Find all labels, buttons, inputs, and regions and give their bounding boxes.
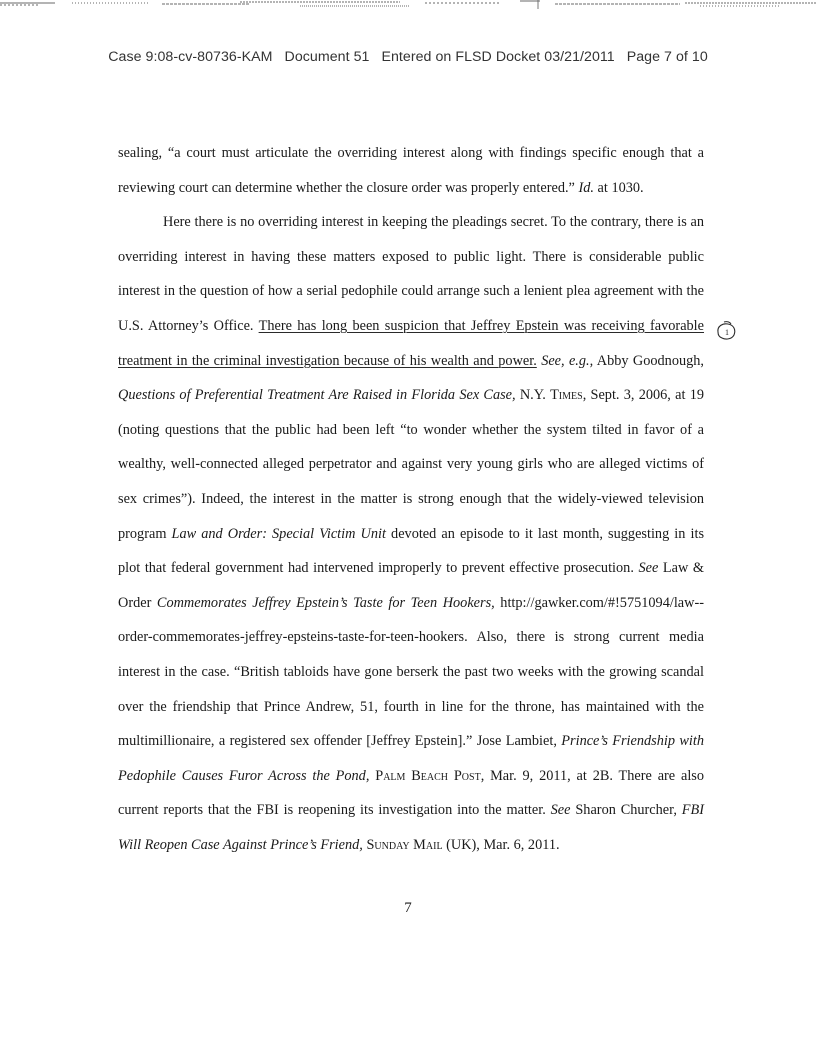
docket-header: [0, 49, 816, 65]
churcher-article-title: FBI Will Reopen Case Against Prince’s Friend,: [118, 802, 705, 853]
paragraph-sealing: sealing, “a court must articulate the overriding interest along with findings specific enough that a reviewing court can determine whether the closure order was properly entered.” Id. at 1030.: [118, 145, 704, 196]
law-and-order-title: Law and Order: Special Victim Unit: [171, 525, 386, 542]
body-text: [118, 136, 704, 862]
document-number: Document 51: [284, 49, 370, 65]
gawker-article-title: Commemorates Jeffrey Epstein’s Taste for Teen Hookers,: [156, 594, 495, 611]
handwritten-underline: There has long been suspicion that Jeffrey Epstein was receiving favorable treatment in the criminal investigation because of his wealth and power.: [118, 317, 705, 369]
case-number: Case 9:08-cv-80736-KAM: [108, 49, 273, 65]
docket-entry-date: Entered on FLSD Docket 03/21/2011: [381, 49, 615, 65]
id-citation: Id.: [578, 179, 594, 196]
margin-note-mark: 1: [725, 328, 729, 337]
handwritten-margin-note: [714, 319, 738, 343]
paragraph-public-interest: Here there is no overriding interest in keeping the pleadings secret. To the contrary, there is an overriding interest in having these matters exposed to public light. There is considerable public interest in the question of how a serial pedophile could arrange such a lenient plea agreement with the U.S. Attorney’s Office. There has long been suspicion that Jeffrey Epstein was receiving favorable treatment in the criminal investigation because of his wealth and power. See, e.g., Abby Goodnough, Questions of Preferential Treatment Are Raised in Florida Sex Case, N.Y. Times, Sept. 3, 2006, at 19 (noting questions that the public had been left “to wonder whether the system tilted in favor of a wealthy, well-connected alleged perpetrator and against very young girls who are alleged victims of sex crimes”). Indeed, the interest in the matter is strong enough that the widely-viewed television program Law and Order: Special Victim Unit devoted an episode to it last month, suggesting in its plot that federal government had intervened improperly to prevent effective prosecution. See Law & Order Commemorates Jeffrey Epstein’s Taste for Teen Hookers, http://gawker.com/#!5751094/law--order-commemorates-jeffrey-epsteins-taste-for-teen-hookers. Also, there is strong current media interest in the case. “British tabloids have gone berserk the past two weeks with the growing scandal over the friendship that Prince Andrew, 51, fourth in line for the throne, has maintained with the multimillionaire, a registered sex offender [Jeffrey Epstein].” Jose Lambiet, Prince’s Friendship with Pedophile Causes Furor Across the Pond, Palm Beach Post, Mar. 9, 2011, at 2B. There are also current reports that the FBI is reopening its investigation into the matter. See Sharon Churcher, FBI Will Reopen Case Against Prince’s Friend, Sunday Mail (UK), Mar. 6, 2011.: [118, 214, 705, 853]
gawker-url: http://gawker.com/#!5751094/law--order-commemorates-jeffrey-epsteins-taste-for-teen-hookers.: [118, 594, 704, 646]
goodnough-article-title: Questions of Preferential Treatment Are Raised in Florida Sex Case,: [118, 387, 516, 404]
lambiet-article-title: Prince’s Friendship with Pedophile Causes Furor Across the Pond,: [118, 733, 704, 784]
page-count: Page 7 of 10: [626, 49, 708, 65]
scan-artifact-top-edge: [0, 0, 816, 14]
page-number: 7: [404, 900, 412, 916]
